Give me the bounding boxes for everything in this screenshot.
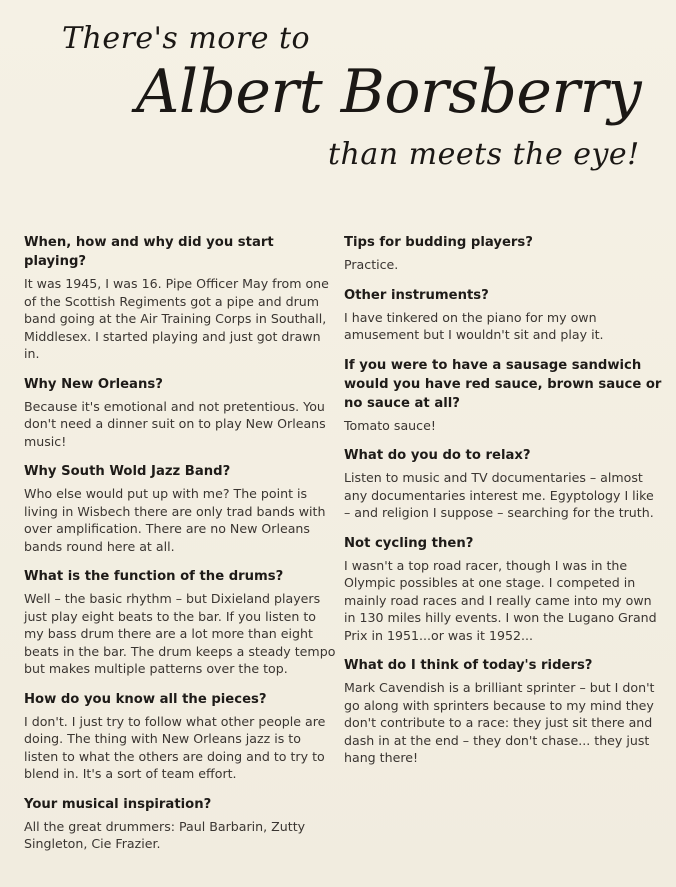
question: If you were to have a sausage sandwich would you have red sauce, brown sauce or no sauce at all? — [344, 357, 662, 411]
left-column — [24, 233, 336, 865]
answer: Because it's emotional and not pretentious. You don't need a dinner suit on to play New Orleans music! — [24, 398, 326, 449]
heading-name: Albert Borsberry — [136, 57, 642, 127]
qa-block — [24, 795, 336, 853]
right-column — [344, 233, 664, 779]
qa-block — [24, 567, 336, 678]
qa-block — [344, 446, 664, 522]
question: What is the function of the drums? — [24, 569, 284, 584]
question: Other instruments? — [344, 287, 489, 303]
question: Your musical inspiration? — [24, 796, 212, 812]
question: What do I think of today's riders? — [344, 658, 593, 673]
qa-block — [344, 356, 664, 435]
answer: Listen to music and TV documentaries – almost any documentaries interest me. Egyptology I like – and religion I suppose – searching for the truth. — [344, 470, 654, 520]
answer: I wasn't a top road racer, though I was in the Olympic possibles at one stage. I competed in mainly road races and I really came into my own in 130 miles hilly events. I won the Lugano Grand Prix in 1951...or was it 1952... — [344, 557, 657, 643]
question: Not cycling then? — [344, 535, 474, 551]
heading-line-3: than meets the eye! — [328, 137, 640, 172]
qa-block — [344, 233, 664, 274]
answer: Well – the basic rhythm – but Dixieland players just play eight beats to the bar. If you listen to my bass drum there are a lot more than eight beats in the bar. The drum keeps a steady tempo but makes multiple patterns over the top. — [24, 591, 336, 676]
answer: Mark Cavendish is a brilliant sprinter – but I don't go along with sprinters because to my mind they don't contribute to a race: they just sit there and dash in at the end – they don't chase... they just hang there! — [344, 680, 655, 765]
qa-block — [344, 534, 664, 645]
answer: Tomato sauce! — [344, 417, 436, 433]
answer: Practice. — [344, 257, 399, 272]
qa-block — [344, 656, 664, 767]
question: Tips for budding players? — [344, 235, 533, 250]
answer: I have tinkered on the piano for my own amusement but I wouldn't sit and play it. — [344, 309, 604, 342]
answer: It was 1945, I was 16. Pipe Officer May from one of the Scottish Regiments got a pipe and drum band going at the Air Training Corps in Southall, Middlesex. I started playing and just got drawn in. — [24, 276, 329, 361]
qa-block — [24, 233, 336, 363]
answer: All the great drummers: Paul Barbarin, Zutty Singleton, Cie Frazier. — [24, 818, 306, 851]
qa-block — [24, 690, 336, 783]
question: Why New Orleans? — [24, 376, 163, 392]
question: Why South Wold Jazz Band? — [24, 464, 231, 479]
question: When, how and why did you start playing? — [24, 235, 274, 269]
heading-line-1: There's more to — [62, 21, 311, 56]
answer: I don't. I just try to follow what other people are doing. The thing with New Orleans jazz is to listen to what the others are doing and to try to blend in. It's a sort of team effort. — [24, 713, 326, 781]
qa-block — [344, 286, 664, 344]
qa-block — [24, 375, 336, 451]
answer: Who else would put up with me? The point is living in Wisbech there are only trad bands with over amplification. There are no New Orleans bands round here at all. — [24, 486, 326, 554]
qa-block — [24, 462, 336, 555]
question: What do you do to relax? — [344, 448, 531, 463]
question: How do you know all the pieces? — [24, 691, 267, 707]
